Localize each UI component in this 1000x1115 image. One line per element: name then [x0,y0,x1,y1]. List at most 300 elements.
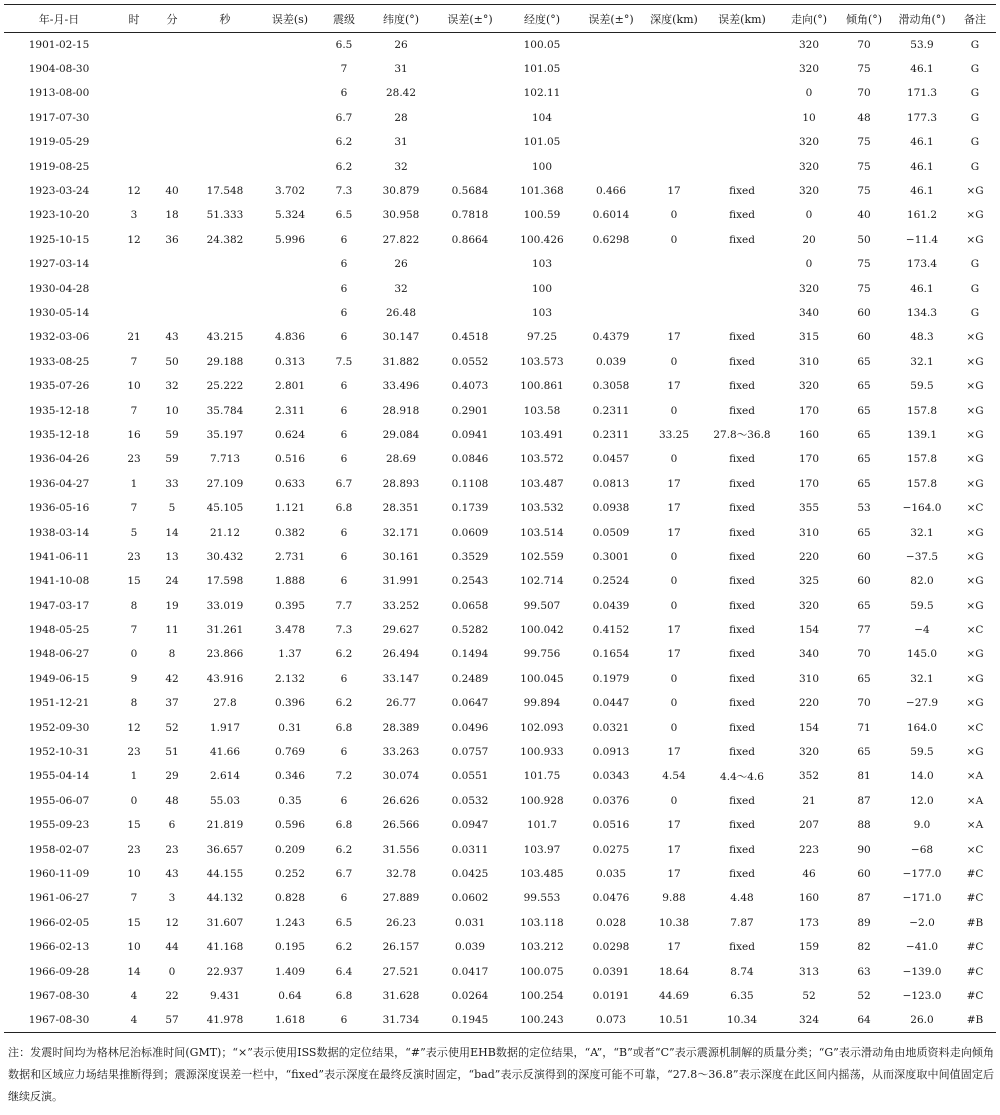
table-cell: 6.2 [335,843,353,856]
table-cell [190,33,260,57]
table-cell: 0.3001 [592,550,630,563]
table-cell: ×G [966,355,984,368]
table-cell: 6 [340,892,348,905]
table-cell [190,130,260,154]
table-cell: 1947-03-17 [28,599,90,612]
table-cell: 0.0551 [451,770,489,783]
table-cell: 170 [798,477,820,490]
table-cell: ×G [966,185,984,198]
table-cell: 1941-10-08 [28,575,90,588]
table-cell: 0.596 [274,819,306,832]
table-row [4,374,996,398]
table-cell: ×C [966,624,984,637]
table-cell: 43 [165,867,179,880]
table-cell [578,106,644,130]
table-cell: 6.5 [335,209,353,222]
table-row [4,81,996,105]
table-cell: 0.031 [454,916,486,929]
table-cell: 0.1739 [451,502,489,515]
table-cell: −177.0 [902,867,942,880]
table-cell: 100.05 [523,38,561,51]
table-cell [578,33,644,57]
table-cell: 0.0376 [592,794,630,807]
table-row [4,935,996,959]
table-cell: 0.039 [595,355,627,368]
table-cell: 177.3 [906,111,938,124]
table-cell: ×G [966,331,984,344]
table-cell: 0.1979 [592,672,630,685]
table-cell: 0.0391 [592,965,630,978]
table-cell: 0.0552 [451,355,489,368]
table-cell: 2.731 [274,550,306,563]
table-cell: 310 [798,526,820,539]
table-cell: 29 [165,770,179,783]
table-cell [190,154,260,178]
table-cell: 26.77 [385,697,417,710]
table-cell: 63 [857,965,871,978]
table-cell: 0.2489 [451,672,489,685]
table-cell: 103.514 [520,526,564,539]
table-cell: 160 [798,428,820,441]
table-cell: 10.34 [704,1008,780,1032]
table-cell: G [970,87,980,100]
table-cell: 30.074 [382,770,420,783]
table-cell: 6 [340,428,348,441]
table-cell: fixed [729,453,755,466]
table-cell: −41.0 [905,941,939,954]
table-cell: −11.4 [905,233,939,246]
table-cell: 64 [838,1008,890,1032]
table-cell: 5.324 [274,209,306,222]
table-cell: 48 [165,794,179,807]
table-cell: 35.784 [206,404,244,417]
table-cell: 28.918 [382,404,420,417]
table-cell: 1925-10-15 [28,233,90,246]
table-cell: 13 [165,550,179,563]
table-cell: 65 [857,526,871,539]
table-cell: 6.2 [335,697,353,710]
table-row [4,154,996,178]
table-cell: 223 [798,843,820,856]
table-cell: 5 [130,526,138,539]
table-cell: 52 [165,721,179,734]
table-cell: 65 [857,428,871,441]
table-cell [114,252,154,276]
table-cell: 0.0647 [451,697,489,710]
table-cell: 1.888 [274,575,306,588]
table-cell: ×C [966,721,984,734]
table-cell: 1967-08-30 [4,1008,114,1032]
table-row [4,447,996,471]
table-cell: ×G [966,233,984,246]
table-cell: 60 [857,867,871,880]
table-cell [154,252,190,276]
table-cell: 0.0913 [592,746,630,759]
table-cell: 17 [667,746,681,759]
table-cell: 31.991 [382,575,420,588]
table-cell: 21 [802,794,816,807]
table-row [4,228,996,252]
column-header: 走向(°) [780,5,838,33]
table-cell: 51 [165,746,179,759]
table-cell: 1 [130,770,138,783]
table-cell: 46.1 [910,185,934,198]
table-cell: ×G [966,428,984,441]
table-cell: 15 [127,916,141,929]
table-cell: 46.1 [910,160,934,173]
table-row [4,789,996,813]
table-cell: 0.0846 [451,453,489,466]
table-cell: 103 [531,306,553,319]
table-cell: 17 [667,185,681,198]
table-cell: 0.1108 [451,477,489,490]
table-cell: 103.532 [520,502,564,515]
table-row [4,618,996,642]
table-cell: 0.035 [595,867,627,880]
table-cell [644,252,704,276]
table-cell: 25.222 [206,380,244,393]
table-cell: 1.409 [274,965,306,978]
table-cell: G [970,63,980,76]
table-cell [190,57,260,81]
table-cell: 6.2 [335,136,353,149]
table-cell: #B [954,1008,996,1032]
table-cell: 4.48 [730,892,754,905]
table-cell: 17 [667,648,681,661]
table-cell: 29.627 [382,624,420,637]
table-cell: 50 [165,355,179,368]
table-cell: 18.64 [658,965,690,978]
table-cell: 0.382 [274,526,306,539]
table-cell: 65 [857,355,871,368]
table-cell: 0.0532 [451,794,489,807]
table-cell [434,301,506,325]
table-row [4,959,996,983]
table-cell: ×C [966,502,984,515]
table-cell: −123.0 [902,989,942,1002]
table-cell [114,276,154,300]
table-cell: 89 [857,916,871,929]
table-cell: 0.0321 [592,721,630,734]
table-cell: 6 [340,672,348,685]
table-cell: 101.368 [520,185,564,198]
table-cell: 103.212 [520,941,564,954]
table-cell: 24 [165,575,179,588]
table-row [4,33,996,57]
table-row [4,179,996,203]
table-cell: fixed [729,648,755,661]
table-cell: 17 [667,624,681,637]
table-cell: ×G [966,575,984,588]
table-cell: 6.8 [335,721,353,734]
table-cell: G [970,38,980,51]
table-cell: 17 [667,819,681,832]
column-header: 误差(±°) [434,5,506,33]
table-cell: 103.572 [520,453,564,466]
table-cell: 7 [130,355,138,368]
table-cell: 28.42 [385,87,417,100]
table-cell: 6 [340,550,348,563]
table-cell [154,154,190,178]
table-cell: 1904-08-30 [28,63,90,76]
table-cell: 100.254 [520,989,564,1002]
table-cell: fixed [729,721,755,734]
table-cell: 0.0298 [592,941,630,954]
table-cell: G [970,136,980,149]
table-cell: 30.432 [206,550,244,563]
table-cell: 10 [802,111,816,124]
table-cell: 1936-04-27 [28,477,90,490]
table-row [4,862,996,886]
column-header: 深度(km) [644,5,704,33]
table-cell: fixed [729,355,755,368]
table-cell: 70 [857,648,871,661]
table-cell: ×G [966,404,984,417]
table-cell: 0.633 [274,477,306,490]
table-cell: 1.121 [274,502,306,515]
table-cell: 0.4073 [451,380,489,393]
table-cell: 59.5 [910,746,934,759]
table-cell [190,252,260,276]
table-cell: 0.396 [274,697,306,710]
table-cell: 17.598 [206,575,244,588]
table-cell: 6 [340,306,348,319]
table-cell: 0 [670,209,678,222]
table-cell: 7 [130,404,138,417]
table-cell: 32 [394,282,408,295]
table-cell [260,276,320,300]
table-cell: 0.3058 [592,380,630,393]
table-cell: 0 [670,721,678,734]
table-cell: 173 [798,916,820,929]
table-cell: 6 [340,331,348,344]
table-cell [260,252,320,276]
table-cell: 52 [802,989,816,1002]
table-cell: 30.147 [382,331,420,344]
table-cell: 101.05 [523,63,561,76]
table-cell [434,57,506,81]
table-cell: 6 [340,794,348,807]
table-cell [434,130,506,154]
table-cell: 0.35 [278,794,302,807]
table-cell: 65 [857,477,871,490]
table-cell: 1955-06-07 [28,794,90,807]
table-cell: 27.8～36.8 [713,429,771,442]
table-cell: fixed [729,624,755,637]
table-cell: ×G [966,209,984,222]
table-cell: fixed [729,404,755,417]
table-cell: #C [966,989,984,1002]
table-cell: 0.2311 [592,404,630,417]
table-cell: 164.0 [906,721,938,734]
table-cell: 6 [168,819,176,832]
earthquake-table [4,4,996,1033]
table-cell: 60 [857,575,871,588]
table-cell [260,130,320,154]
table-cell: 71 [857,721,871,734]
table-cell: 59 [165,453,179,466]
table-cell: ×G [966,477,984,490]
table-cell: 7 [130,502,138,515]
table-cell: 26.494 [382,648,420,661]
table-cell: 0.0757 [451,746,489,759]
table-footnote: 注：发震时间均为格林尼治标准时间(GMT)；“×”表示使用ISS数据的定位结果，“#”表示使用EHB数据的定位结果，“A”，“B”或者“C”表示震源机制解的质量分类；“G”表示滑动角由地质资料走向倾角数据和区域应力场结果推断得到；震源深度误差一栏中，“fixed”表示深度在最终反演时固定，“bad”表示反演得到的深度可能不可靠，“27.8～36.8”表示深度在此区间内摇荡，从而深度取中间值固定后继续反演。 [8,1046,994,1103]
table-cell: 45.105 [206,502,244,515]
table-cell: 0.6298 [592,233,630,246]
table-cell: fixed [729,331,755,344]
table-cell: 0 [670,599,678,612]
table-row [4,203,996,227]
table-cell: −4 [914,624,930,637]
table-cell: 103.58 [523,404,561,417]
table-cell: 75 [857,160,871,173]
table-cell: 320 [798,185,820,198]
table-cell: 6.7 [335,867,353,880]
table-cell: 1936-04-26 [28,453,90,466]
table-cell [578,252,644,276]
table-cell: 0.039 [454,941,486,954]
table-cell: 10.51 [644,1008,704,1032]
table-cell: 7 [340,63,348,76]
table-row [4,398,996,422]
table-cell: 7.7 [335,599,353,612]
table-cell: 23 [127,746,141,759]
table-row [4,423,996,447]
table-cell: 1961-06-27 [28,892,90,905]
table-cell: 30.958 [382,209,420,222]
table-cell: 157.8 [906,453,938,466]
table-cell [190,301,260,325]
table-cell: ×G [966,380,984,393]
table-cell: 1949-06-15 [28,672,90,685]
table-cell: 320 [798,63,820,76]
table-cell: 40 [857,209,871,222]
table-cell: #C [966,892,984,905]
table-cell [190,276,260,300]
table-cell: 26 [394,258,408,271]
table-cell: ×G [966,648,984,661]
table-cell: 1966-02-05 [28,916,90,929]
table-cell: 101.05 [523,136,561,149]
table-cell: 55.03 [209,794,241,807]
table-cell: 10 [127,941,141,954]
table-cell [704,154,780,178]
table-cell: 0.0343 [592,770,630,783]
table-cell [704,81,780,105]
table-cell: 0.5684 [451,185,489,198]
table-cell: 103 [531,258,553,271]
table-cell: 0.0264 [451,989,489,1002]
table-cell: 18 [165,209,179,222]
table-cell: 44.155 [206,867,244,880]
table-cell: 0 [805,258,813,271]
table-cell: 75 [857,63,871,76]
column-header: 误差(s) [260,5,320,33]
table-cell: 6.5 [335,916,353,929]
table-cell: 28 [394,111,408,124]
table-cell: 1932-03-06 [28,331,90,344]
table-cell: 1913-08-00 [28,87,90,100]
table-cell: 1955-04-14 [28,770,90,783]
table-cell: 0.0457 [592,453,630,466]
table-cell: 2.132 [274,672,306,685]
table-cell: 7.5 [335,355,353,368]
table-cell: 6.4 [335,965,353,978]
table-cell: 21.12 [209,526,241,539]
table-cell: 8 [168,648,176,661]
table-cell: 36 [165,233,179,246]
table-cell: 23 [127,550,141,563]
table-cell: 0.769 [274,746,306,759]
table-cell: 65 [857,453,871,466]
table-cell: 313 [798,965,820,978]
table-cell: 28.69 [385,453,417,466]
table-cell: 26.23 [385,916,417,929]
table-cell: 5 [168,502,176,515]
table-cell [434,276,506,300]
table-cell: 0 [670,550,678,563]
table-cell: 21.819 [206,819,244,832]
table-cell: 0.209 [274,843,306,856]
table-cell: 1917-07-30 [28,111,90,124]
table-cell: ×A [966,794,984,807]
table-cell: 10 [127,867,141,880]
table-cell [260,33,320,57]
table-cell: 8 [130,599,138,612]
table-cell [154,33,190,57]
table-cell: 42 [165,672,179,685]
table-cell: 33.019 [206,599,244,612]
table-cell: 3.702 [274,185,306,198]
table-cell [260,106,320,130]
table-cell: 100.045 [520,672,564,685]
table-cell: 102.11 [523,87,561,100]
table-cell: 26.48 [385,306,417,319]
table-cell: 14 [127,965,141,978]
table-cell: 90 [857,843,871,856]
table-cell: 102.559 [520,550,564,563]
table-cell: 320 [798,38,820,51]
table-cell: 21 [127,331,141,344]
table-cell: 17 [667,331,681,344]
table-row [4,350,996,374]
table-cell: 99.894 [523,697,561,710]
column-header: 分 [154,5,190,33]
table-cell: 99.507 [523,599,561,612]
table-cell: 154 [798,624,820,637]
table-cell: 103.485 [520,867,564,880]
table-cell: 6.7 [335,111,353,124]
table-cell: 4.4～4.6 [720,770,764,783]
table-cell: 100 [531,160,553,173]
table-cell: 1960-11-09 [28,867,90,880]
table-cell: 19 [165,599,179,612]
table-cell: 102.714 [520,575,564,588]
table-cell: fixed [729,502,755,515]
table-cell: 220 [798,550,820,563]
table-cell: 57 [154,1008,190,1032]
table-cell [644,81,704,105]
column-header: 时 [114,5,154,33]
table-cell: 0.2311 [592,428,630,441]
table-cell: 4.836 [274,331,306,344]
table-cell: 0.31 [278,721,302,734]
table-cell [644,57,704,81]
table-cell: 0.346 [274,770,306,783]
table-cell: G [970,160,980,173]
table-cell: −139.0 [902,965,942,978]
table-cell [114,130,154,154]
